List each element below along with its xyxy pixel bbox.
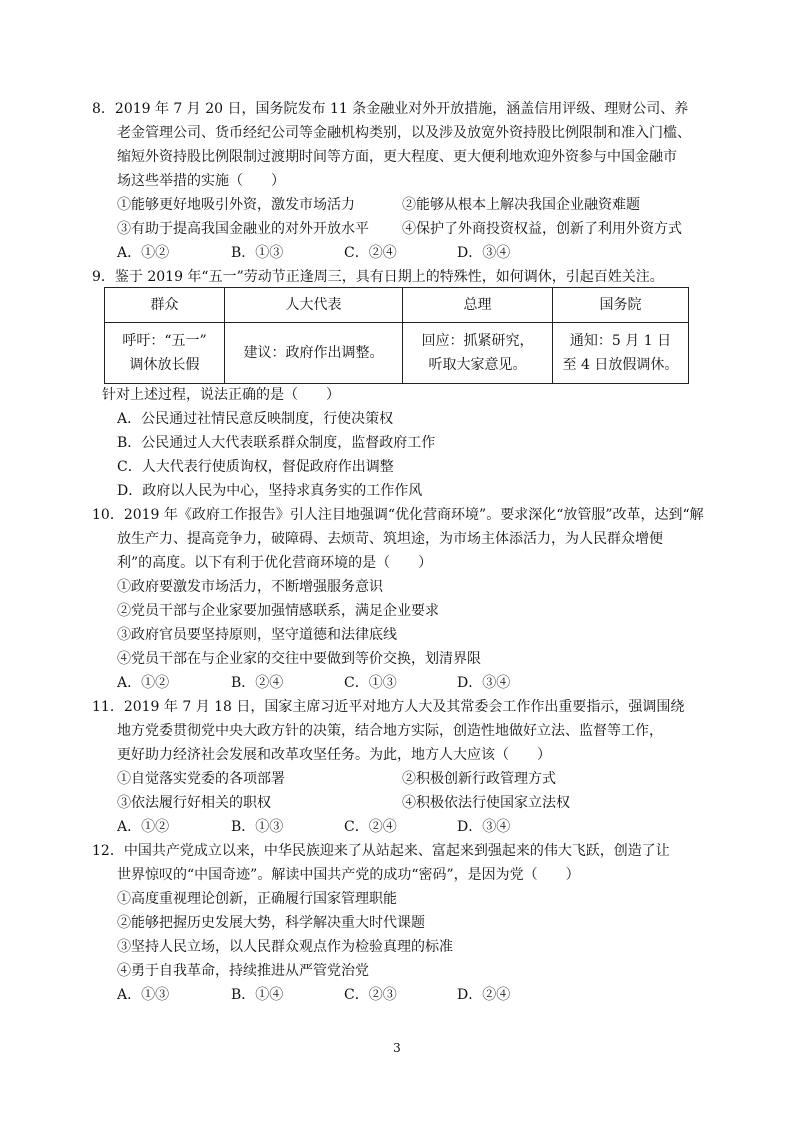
- q8-option-1: ①能够更好地吸引外资，激发市场活力: [117, 197, 355, 213]
- q11-option-3: ③依法履行好相关的职权: [117, 795, 271, 811]
- q9-choice-c: C．人大代表行使质询权，督促政府作出调整: [117, 459, 394, 475]
- q9-table: [104, 287, 689, 384]
- q10-stem-line-2: 放生产力、提高竞争力，破障碍、去烦苛、筑坦途，为市场主体添活力，为人民群众增便: [117, 531, 663, 547]
- q12-stem-line-1: 12．中国共产党成立以来，中华民族迎来了从站起来、富起来到强起来的伟大飞跃，创造了让: [92, 843, 670, 859]
- q12-option-4: ④勇于自我革命，持续推进从严管党治党: [117, 963, 369, 979]
- q10-choice-a: A．①②: [117, 675, 170, 691]
- q9-cell-council-line-2: 至 4 日放假调休。: [562, 357, 679, 373]
- q10-option-2: ②党员干部与企业家要加强情感联系，满足企业要求: [117, 603, 439, 619]
- q12-option-1: ①高度重视理论创新，正确履行国家管理职能: [117, 891, 397, 907]
- q11-option-4: ④积极依法行使国家立法权: [402, 795, 570, 811]
- q8-stem-line-4: 场这些举措的实施（ ）: [117, 173, 285, 189]
- q8-stem-line-1: 8．2019 年 7 月 20 日，国务院发布 11 条金融业对外开放措施，涵盖信用评级、理财公司、养: [92, 101, 689, 117]
- q11-choice-b: B．①③: [231, 819, 284, 835]
- q9-choice-d: D．政府以人民为中心，坚持求真务实的工作作风: [117, 483, 423, 499]
- q11-option-1: ①自觉落实党委的各项部署: [117, 771, 285, 787]
- q12-option-2: ②能够把握历史发展大势，科学解决重大时代课题: [117, 915, 425, 931]
- q12-choice-c: C．②③: [344, 987, 397, 1003]
- q8-choice-c: C．②④: [344, 245, 397, 261]
- q9-followup: 针对上述过程，说法正确的是（ ）: [102, 387, 340, 403]
- q10-option-4: ④党员干部在与企业家的交往中要做到等价交换，划清界限: [117, 651, 481, 667]
- q8-option-2: ②能够从根本上解决我国企业融资难题: [402, 197, 640, 213]
- q9-choice-b: B．公民通过人大代表联系群众制度，监督政府工作: [117, 435, 436, 451]
- q8-option-3: ③有助于提高我国金融业的对外开放水平: [117, 221, 369, 237]
- q9-table-header-npc-deputy: 人大代表: [225, 288, 403, 323]
- q10-stem-line-3: 利”的高度。以下有利于优化营商环境的是（ ）: [117, 555, 433, 571]
- q9-table-cell-masses: [105, 323, 225, 384]
- q9-cell-premier-line-2: 听取大家意见。: [428, 357, 527, 373]
- q11-option-2: ②积极创新行政管理方式: [402, 771, 556, 787]
- q9-cell-npc-line-1: 建议：政府作出调整。: [243, 345, 384, 361]
- q9-stem: 9．鉴于 2019 年“五一”劳动节正逢周三，具有日期上的特殊性，如何调休，引起百姓关注。: [92, 269, 664, 285]
- q11-choice-c: C．②④: [344, 819, 397, 835]
- q12-option-3: ③坚持人民立场，以人民群众观点作为检验真理的标准: [117, 939, 453, 955]
- q10-stem-line-1: 10．2019 年《政府工作报告》引人注目地强调“优化营商环境”。要求深化“放管服”改革，达到“解: [92, 507, 704, 523]
- q9-cell-council-line-1: 通知：5 月 1 日: [569, 333, 672, 349]
- q8-choice-a: A．①②: [117, 245, 170, 261]
- q8-stem-line-2: 老金管理公司、货币经纪公司等金融机构类别，以及涉及放宽外资持股比例限制和准入门槛、: [117, 125, 691, 141]
- q12-choice-d: D．②④: [457, 987, 511, 1003]
- q12-choice-b: B．①④: [231, 987, 284, 1003]
- q12-stem-line-2: 世界惊叹的“中国奇迹”。解读中国共产党的成功“密码”，是因为党（ ）: [117, 867, 580, 883]
- q9-choice-a: A．公民通过社情民意反映制度，行使决策权: [117, 411, 394, 427]
- q9-table-header-premier: 总理: [403, 288, 553, 323]
- q9-table-cell-state-council: [553, 323, 689, 384]
- q9-table-header-masses: 群众: [105, 288, 225, 323]
- q11-stem-line-2: 地方党委贯彻党中央大政方针的决策，结合地方实际，创造性地做好立法、监督等工作，: [117, 723, 663, 739]
- q8-choice-b: B．①③: [231, 245, 284, 261]
- q10-choice-c: C．①③: [344, 675, 397, 691]
- q11-stem-line-3: 更好助力经济社会发展和改革攻坚任务。为此，地方人大应该（ ）: [117, 747, 551, 763]
- q9-cell-masses-line-2: 调休放长假: [129, 357, 200, 373]
- q11-stem-line-1: 11．2019 年 7 月 18 日，国家主席习近平对地方人大及其常委会工作作出重要指示，强调围绕: [92, 699, 685, 715]
- q8-option-4: ④保护了外商投资权益，创新了利用外资方式: [402, 221, 682, 237]
- q10-choice-b: B．②④: [231, 675, 284, 691]
- q8-stem-line-3: 缩短外资持股比例限制过渡期时间等方面，更大程度、更大便利地欢迎外资参与中国金融市: [117, 149, 677, 165]
- q8-choice-d: D．③④: [457, 245, 511, 261]
- q9-table-cell-premier: [403, 323, 553, 384]
- q10-choice-d: D．③④: [457, 675, 511, 691]
- q11-choice-d: D．③④: [457, 819, 511, 835]
- page-number: 3: [393, 1041, 401, 1055]
- q9-cell-masses-line-1: 呼吁：“五一”: [122, 333, 207, 349]
- q9-table-header-state-council: 国务院: [553, 288, 689, 323]
- q9-table-cell-npc-deputy: [225, 323, 403, 384]
- q9-cell-premier-line-1: 回应：抓紧研究，: [421, 333, 534, 349]
- q10-option-3: ③政府官员要坚持原则，坚守道德和法律底线: [117, 627, 397, 643]
- q12-choice-a: A．①③: [117, 987, 170, 1003]
- q11-choice-a: A．①②: [117, 819, 170, 835]
- q10-option-1: ①政府要激发市场活力，不断增强服务意识: [117, 579, 383, 595]
